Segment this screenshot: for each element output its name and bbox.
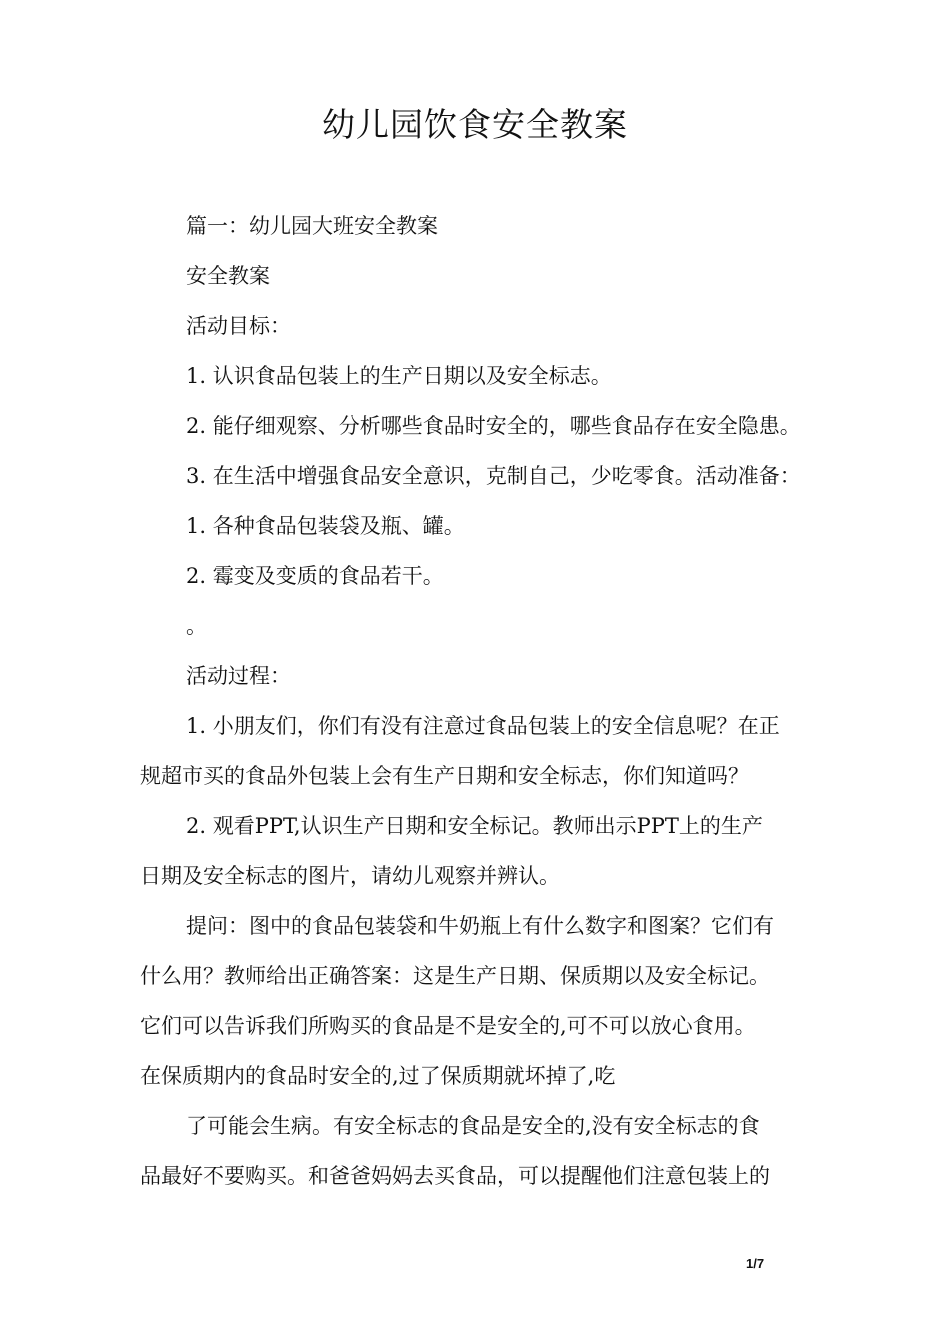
goal-item-2: 2. 能仔细观察、分析哪些食品时安全的，哪些食品存在安全隐患。 [186, 414, 801, 438]
goal-item-1: 1. 认识食品包装上的生产日期以及安全标志。 [186, 364, 612, 388]
process-step-2-line-1: 2. 观看PPT,认识生产日期和安全标记。教师出示PPT上的生产 [186, 814, 763, 838]
stray-period: 。 [186, 614, 207, 638]
question-line-4: 在保质期内的食品时安全的,过了保质期就坏掉了,吃 [140, 1064, 616, 1088]
subheading: 安全教案 [186, 264, 270, 288]
process-step-2-line-2: 日期及安全标志的图片，请幼儿观察并辨认。 [140, 864, 560, 888]
page-number: 1/7 [746, 1256, 765, 1271]
goals-heading: 活动目标： [186, 314, 291, 338]
section-heading: 篇一：幼儿园大班安全教案 [186, 214, 438, 238]
prep-item-2: 2. 霉变及变质的食品若干。 [186, 564, 444, 588]
process-step-1-line-1: 1. 小朋友们，你们有没有注意过食品包装上的安全信息呢？在正 [186, 714, 780, 738]
paragraph-line-2: 品最好不要购买。和爸爸妈妈去买食品，可以提醒他们注意包装上的 [140, 1164, 770, 1188]
process-heading: 活动过程： [186, 664, 291, 688]
goal-item-3: 3. 在生活中增强食品安全意识，克制自己，少吃零食。活动准备： [186, 464, 801, 488]
question-line-2: 什么用？教师给出正确答案：这是生产日期、保质期以及安全标记。 [140, 964, 770, 988]
document-title: 幼儿园饮食安全教案 [322, 105, 628, 144]
paragraph-line-1: 了可能会生病。有安全标志的食品是安全的,没有安全标志的食 [186, 1114, 760, 1138]
process-step-1-line-2: 规超市买的食品外包装上会有生产日期和安全标志，你们知道吗？ [140, 764, 749, 788]
prep-item-1: 1. 各种食品包装袋及瓶、罐。 [186, 514, 465, 538]
question-line-3: 它们可以告诉我们所购买的食品是不是安全的,可不可以放心食用。 [140, 1014, 756, 1038]
question-line-1: 提问：图中的食品包装袋和牛奶瓶上有什么数字和图案？它们有 [186, 914, 774, 938]
